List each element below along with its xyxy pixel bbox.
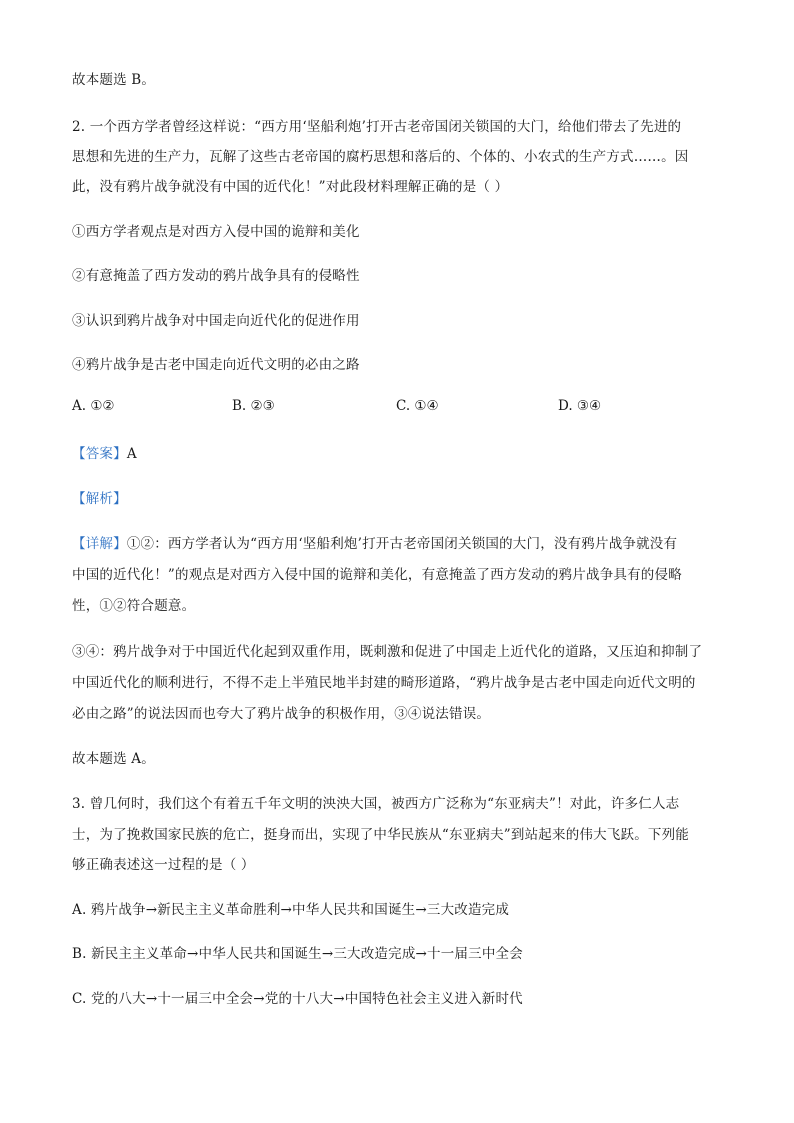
q2-detail-p2-line-3: 必由之路”的说法因而也夸大了鸦片战争的积极作用，③④说法错误。 [72, 706, 491, 722]
q2-statement-4: ④鸦片战争是古老中国走向近代文明的必由之路 [72, 357, 360, 373]
q2-stem-line-1: 2. 一个西方学者曾经这样说：“西方用‘坚船利炮’打开古老帝国闭关锁国的大门，给他们带去了先进的 [72, 119, 682, 135]
q2-option-d: D. ③④ [558, 398, 602, 414]
q2-answer [72, 442, 137, 462]
analysis-tag: 【解析】 [72, 491, 127, 507]
q2-option-c: C. ①④ [396, 398, 439, 414]
q2-statement-1: ①西方学者观点是对西方入侵中国的诡辩和美化 [72, 224, 360, 240]
detail-tag: 【详解】 [72, 536, 127, 552]
answer-tag: 【答案】 [72, 446, 127, 462]
q2-detail-line-3: 性，①②符合题意。 [72, 598, 196, 614]
q2-stem-line-3: 此，没有鸦片战争就没有中国的近代化！”对此段材料理解正确的是（ ） [72, 179, 509, 195]
q3-option-c: C. 党的八大→十一届三中全会→党的十八大→中国特色社会主义进入新时代 [72, 991, 523, 1007]
answer-value: A [126, 446, 137, 462]
q2-detail-p2-line-2: 中国近代化的顺利进行，不得不走上半殖民地半封建的畸形道路，“鸦片战争是古老中国走向近代文明的 [72, 675, 696, 691]
q3-stem-line-2: 士，为了挽救国家民族的危亡，挺身而出，实现了中华民族从“东亚病夫”到站起来的伟大飞跃。下列能 [72, 827, 690, 843]
q2-option-a: A. ①② [72, 398, 115, 414]
q2-statement-2: ②有意掩盖了西方发动的鸦片战争具有的侵略性 [72, 268, 360, 284]
q2-detail-text-1: ①②：西方学者认为“西方用‘坚船利炮’打开古老帝国闭关锁国的大门，没有鸦片战争就没有 [126, 536, 678, 552]
q2-conclusion: 故本题选 A。 [72, 751, 155, 767]
q1-conclusion: 故本题选 B。 [72, 72, 156, 88]
q3-stem-line-1: 3. 曾几何时，我们这个有着五千年文明的泱泱大国，被西方广泛称为“东亚病夫”！对此，许多仁人志 [72, 796, 680, 812]
q3-option-a: A. 鸦片战争→新民主主义革命胜利→中华人民共和国诞生→三大改造完成 [72, 902, 510, 918]
q3-option-b: B. 新民主主义革命→中华人民共和国诞生→三大改造完成→十一届三中全会 [72, 946, 523, 962]
q2-detail-p2-line-1: ③④：鸦片战争对于中国近代化起到双重作用，既刺激和促进了中国走上近代化的道路，又压迫和抑制了 [72, 644, 703, 660]
q2-stem-line-2: 思想和先进的生产力，瓦解了这些古老帝国的腐朽思想和落后的、个体的、小农式的生产方式……。因 [72, 149, 689, 165]
q2-detail-line-1 [72, 532, 677, 552]
q2-option-b: B. ②③ [232, 398, 275, 414]
q2-statement-3: ③认识到鸦片战争对中国走向近代化的促进作用 [72, 313, 360, 329]
q2-detail-line-2: 中国的近代化！”的观点是对西方入侵中国的诡辩和美化，有意掩盖了西方发动的鸦片战争具有的侵略 [72, 567, 682, 583]
q3-stem-line-3: 够正确表述这一过程的是（ ） [72, 857, 255, 873]
